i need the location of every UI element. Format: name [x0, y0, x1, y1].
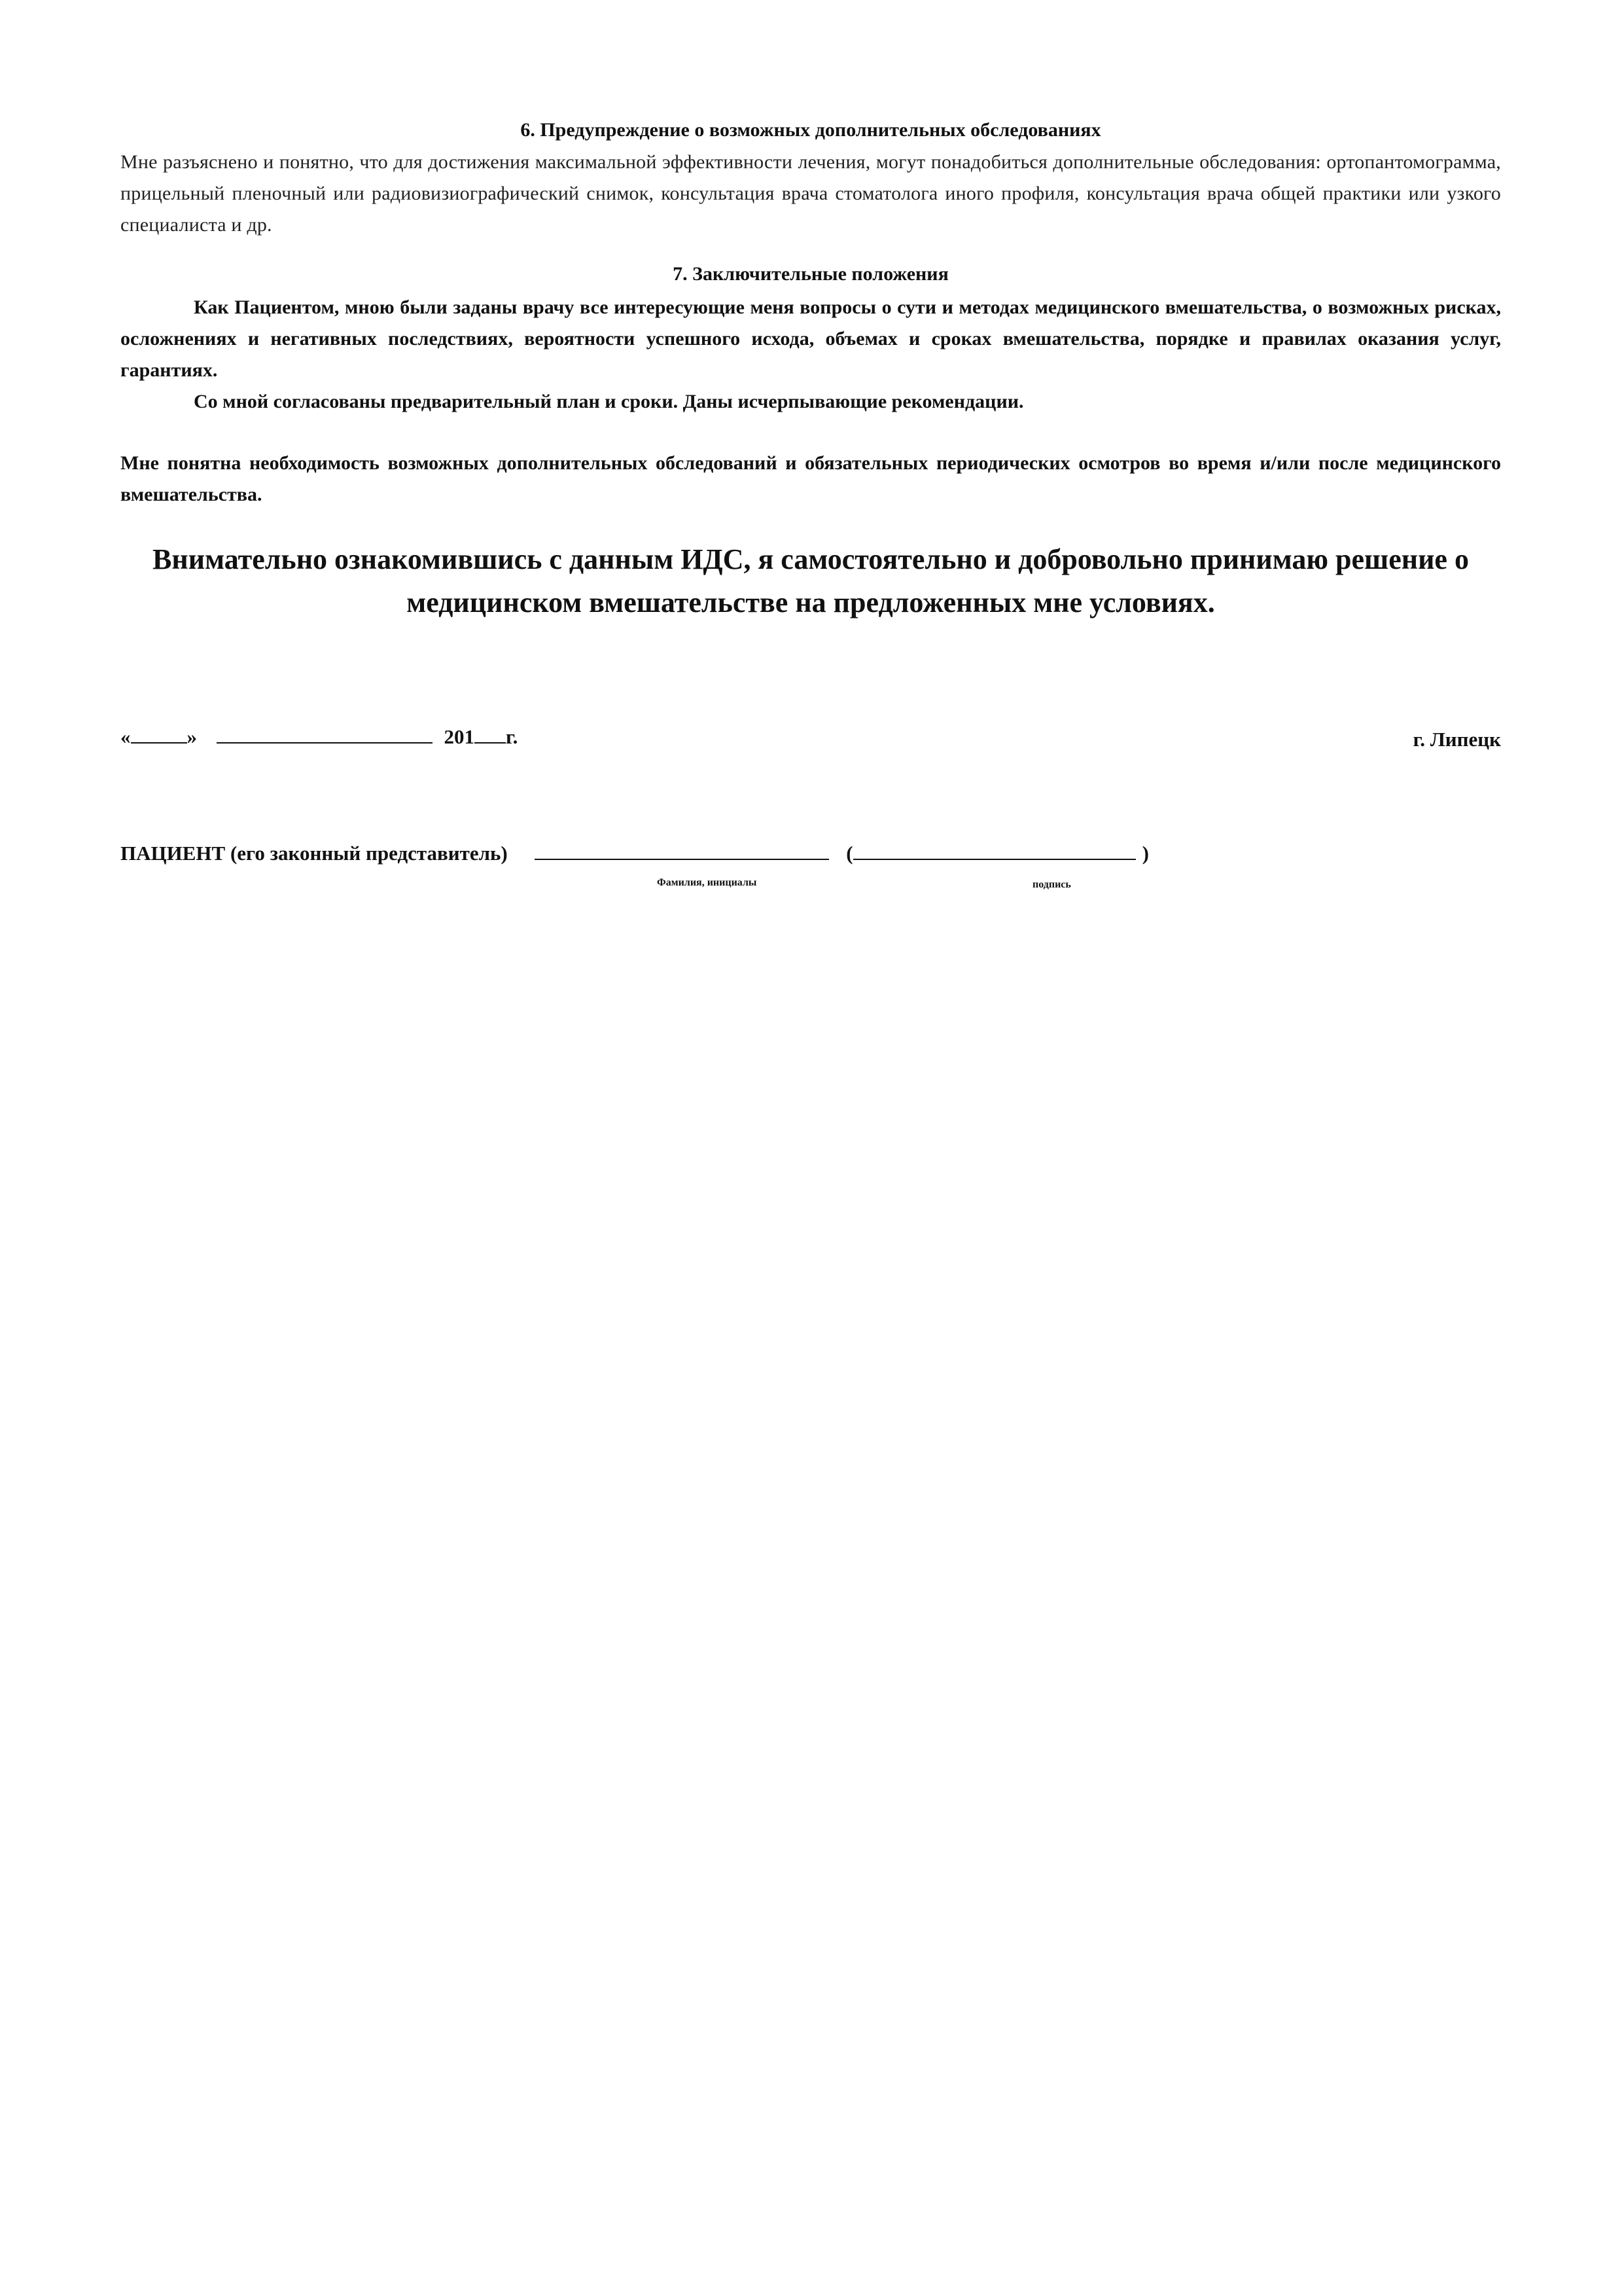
section-6	[120, 117, 1501, 241]
section-7-heading: 7. Заключительные положения	[673, 263, 949, 285]
year-suffix: г.	[506, 725, 518, 748]
year-prefix: 201	[444, 725, 474, 748]
signature-label: ПАЦИЕНТ (его законный представитель)	[120, 842, 508, 865]
section-6-text: Мне разъяснено и понятно, что для достижения максимальной эффективности лечения, могут понадобиться дополнительные обследования: ортопантомограмма, прицельный пленочный или радиовизиографический снимок, консультация врача стоматолога иного профиля, консультация врача общей практики или узкого специалиста и др.	[120, 151, 1501, 236]
date-line	[120, 725, 518, 749]
section-7	[120, 260, 1501, 418]
section-7-paragraph-1: Как Пациентом, мною были заданы врачу все интересующие меня вопросы о сути и методах медицинского вмешательства, о возможных рисках, осложнениях и негативных последствиях, вероятности успешного исхода, объемах и сроках вмешательства, порядке и правилах оказания услуг, гарантиях.	[120, 296, 1501, 381]
date-close-quote: »	[186, 725, 197, 748]
name-blank-field[interactable]	[535, 842, 829, 860]
notice-block	[120, 448, 1501, 511]
consent-statement: Внимательно ознакомившись с данным ИДС, я самостоятельно и добровольно принимаю решение о медицинском вмешательстве на предложенных мне условиях.	[152, 543, 1469, 619]
signature-caption: подпись	[1033, 879, 1071, 890]
name-caption: Фамилия, инициалы	[657, 877, 757, 888]
notice-text: Мне понятна необходимость возможных дополнительных обследований и обязательных периодических осмотров во время и/или после медицинского вмешательства.	[120, 452, 1501, 505]
month-blank-field[interactable]	[217, 725, 432, 744]
city-label: г. Липецк	[1413, 728, 1501, 751]
signature-close-paren: )	[1142, 842, 1149, 865]
signature-line	[120, 842, 1149, 865]
year-blank-field[interactable]	[474, 725, 506, 744]
section-7-paragraph-2: Со мной согласованы предварительный план и сроки. Даны исчерпывающие рекомендации.	[194, 391, 1024, 412]
day-blank-field[interactable]	[131, 725, 187, 744]
signature-open-paren: (	[846, 842, 853, 865]
section-6-heading: 6. Предупреждение о возможных дополнительных обследованиях	[520, 119, 1101, 141]
date-open-quote: «	[120, 725, 131, 748]
signature-blank-field[interactable]	[853, 842, 1136, 860]
